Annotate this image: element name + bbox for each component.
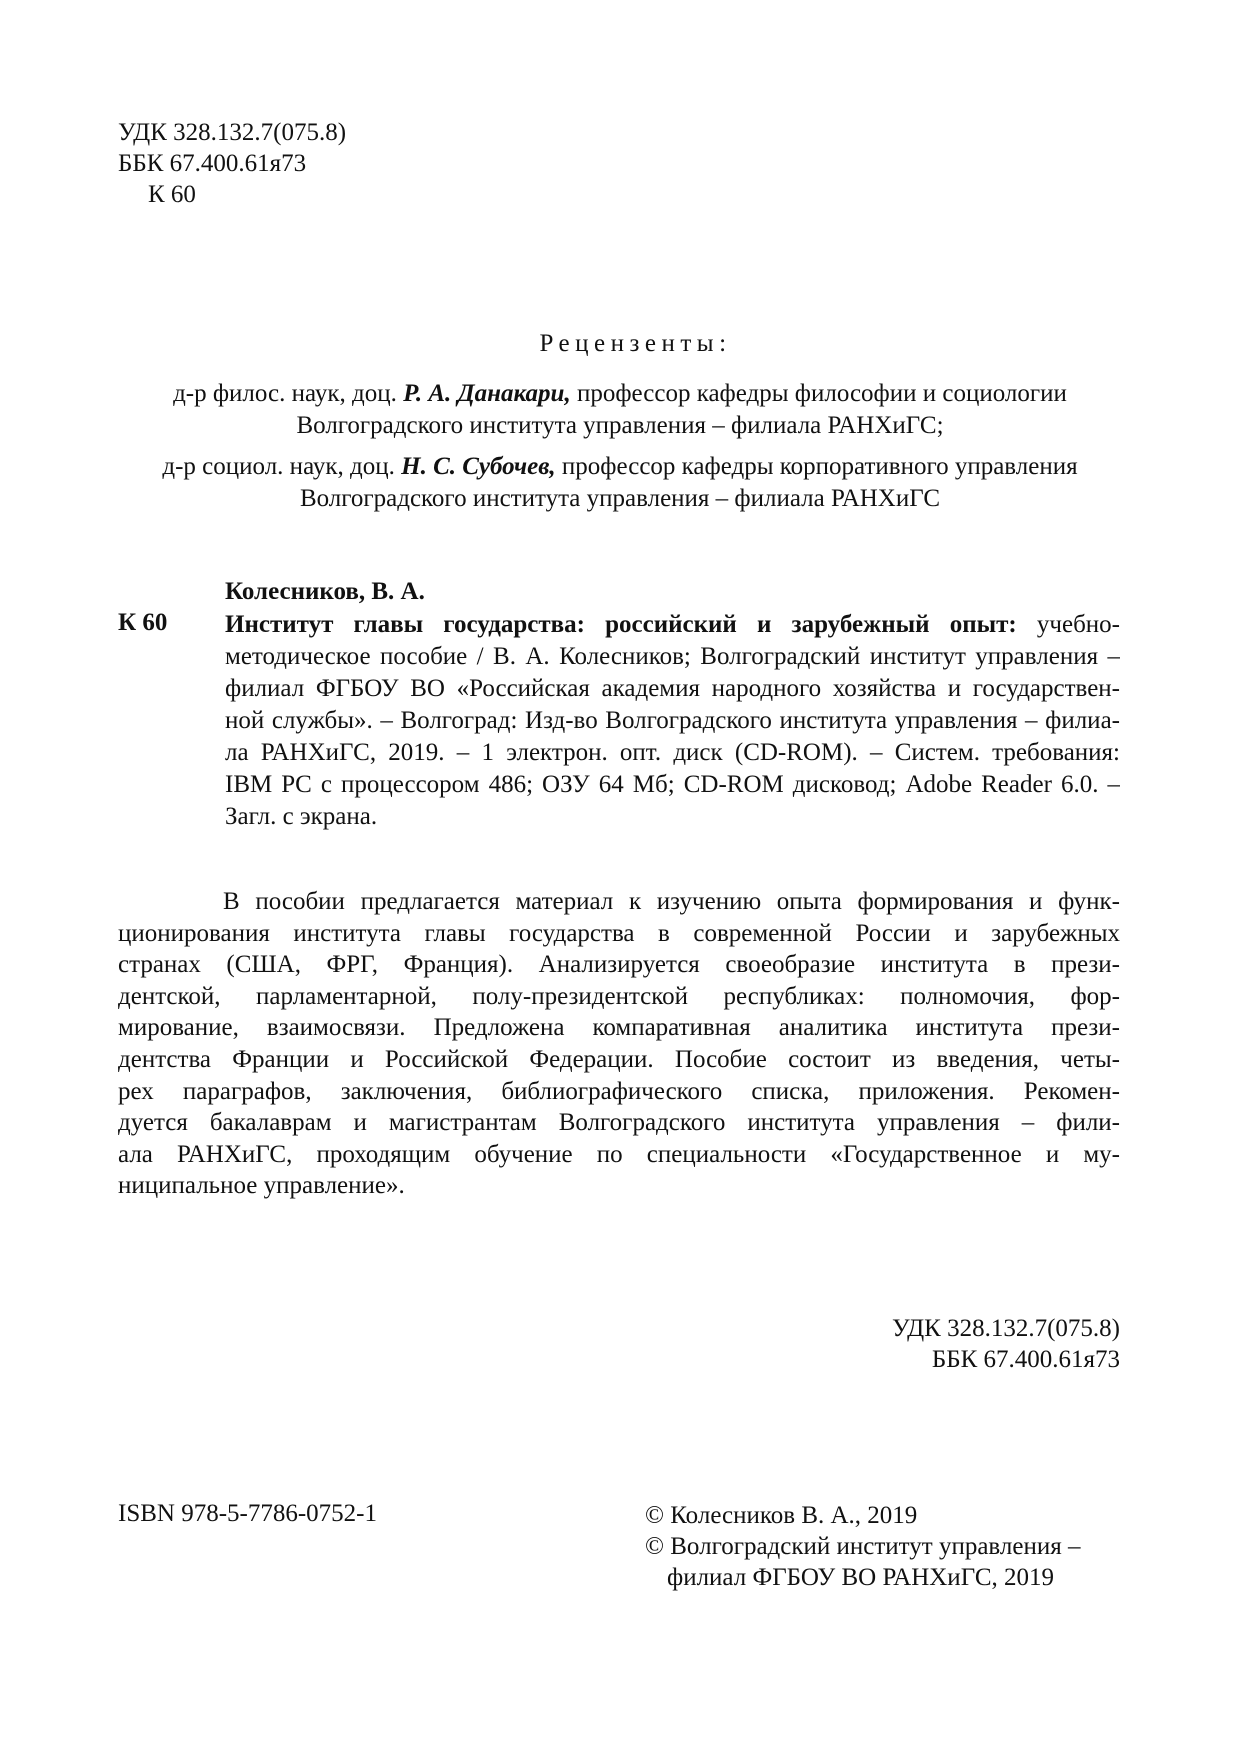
reviewers-heading: Рецензенты: [539, 330, 732, 357]
top-classification [118, 117, 346, 210]
record-line: Загл. с экрана. [225, 803, 378, 830]
annotation-paragraph [118, 886, 1120, 1202]
bibliographic-record [225, 609, 1120, 833]
reviewer-affiliation: Волгоградского института управления – филиала РАНХиГС [299, 485, 941, 512]
reviewer-degree: д-р социол. наук, доц. [162, 453, 402, 480]
copyright-line: © Колесников В. А., 2019 [645, 1502, 918, 1529]
reviewer-entry [120, 378, 1120, 442]
reviewer-entry [120, 451, 1120, 515]
record-author: Колесников, В. А. [225, 578, 425, 605]
bbk-code: ББК 67.400.61я73 [931, 1346, 1120, 1373]
bottom-classification [892, 1313, 1120, 1375]
annotation-line: дуется бакалаврам и магистрантам Волгоградского института управления – фили- [118, 1109, 1120, 1137]
record-line: ла РАНХиГС, 2019. – 1 электрон. опт. диск (CD-ROM). – Систем. требования: [225, 739, 1120, 766]
bbk-code: ББК 67.400.61я73 [118, 150, 307, 177]
record-line: IBM PC с процессором 486; ОЗУ 64 Мб; CD-ROM дисковод; Adobe Reader 6.0. – [225, 771, 1120, 798]
annotation-line: ниципальное управление». [118, 1172, 405, 1200]
reviewer-affiliation: Волгоградского института управления – филиала РАНХиГС; [296, 412, 944, 439]
reviewer-position: профессор кафедры философии и социологии [570, 380, 1067, 407]
record-line-text: учебно- [1016, 611, 1120, 638]
annotation-line: рех параграфов, заключения, библиографического списка, приложения. Рекомен- [118, 1077, 1120, 1105]
copyright-line: © Волгоградский институт управления – [645, 1533, 1081, 1560]
reviewer-name: Р. А. Данакари, [403, 380, 571, 407]
isbn: ISBN 978-5-7786-0752-1 [118, 1500, 378, 1527]
record-line: ной службы». – Волгоград: Изд-во Волгоградского института управления – филиа- [225, 707, 1120, 734]
author-mark: К 60 [148, 181, 196, 208]
annotation-line: странах (США, ФРГ, Франция). Анализируется своеобразие института в прези- [118, 951, 1120, 979]
udk-code: УДК 328.132.7(075.8) [118, 119, 347, 146]
annotation-line: дентства Франции и Российской Федерации. Пособие состоит из введения, четы- [118, 1045, 1120, 1073]
record-line: филиал ФГБОУ ВО «Российская академия народного хозяйства и государствен- [225, 675, 1120, 702]
copyright-block [645, 1500, 1080, 1593]
record-line [225, 609, 1120, 641]
annotation-line: ционирования института главы государства в современной России и зарубежных [118, 919, 1120, 947]
annotation-line: ала РАНХиГС, проходящим обучение по специальности «Государственное и му- [118, 1140, 1120, 1168]
record-line: методическое пособие / В. А. Колесников; Волгоградский институт управления – [225, 643, 1120, 670]
record-title: Институт главы государства: российский и зарубежный опыт: [225, 611, 1017, 638]
annotation-line: В пособии предлагается материал к изучению опыта формирования и функ- [223, 888, 1120, 915]
record-catalog-code: К 60 [118, 609, 168, 636]
copyright-line: филиал ФГБОУ ВО РАНХиГС, 2019 [667, 1564, 1054, 1591]
annotation-line: мирование, взаимосвязи. Предложена компаративная аналитика института прези- [118, 1014, 1120, 1042]
reviewer-position: профессор кафедры корпоративного управления [555, 453, 1078, 480]
annotation-line: дентской, парламентарной, полу-президентской республиках: полномочия, фор- [118, 982, 1120, 1010]
reviewer-name: Н. С. Субочев, [401, 453, 556, 480]
reviewer-degree: д-р филос. наук, доц. [173, 380, 404, 407]
udk-code: УДК 328.132.7(075.8) [891, 1315, 1120, 1342]
